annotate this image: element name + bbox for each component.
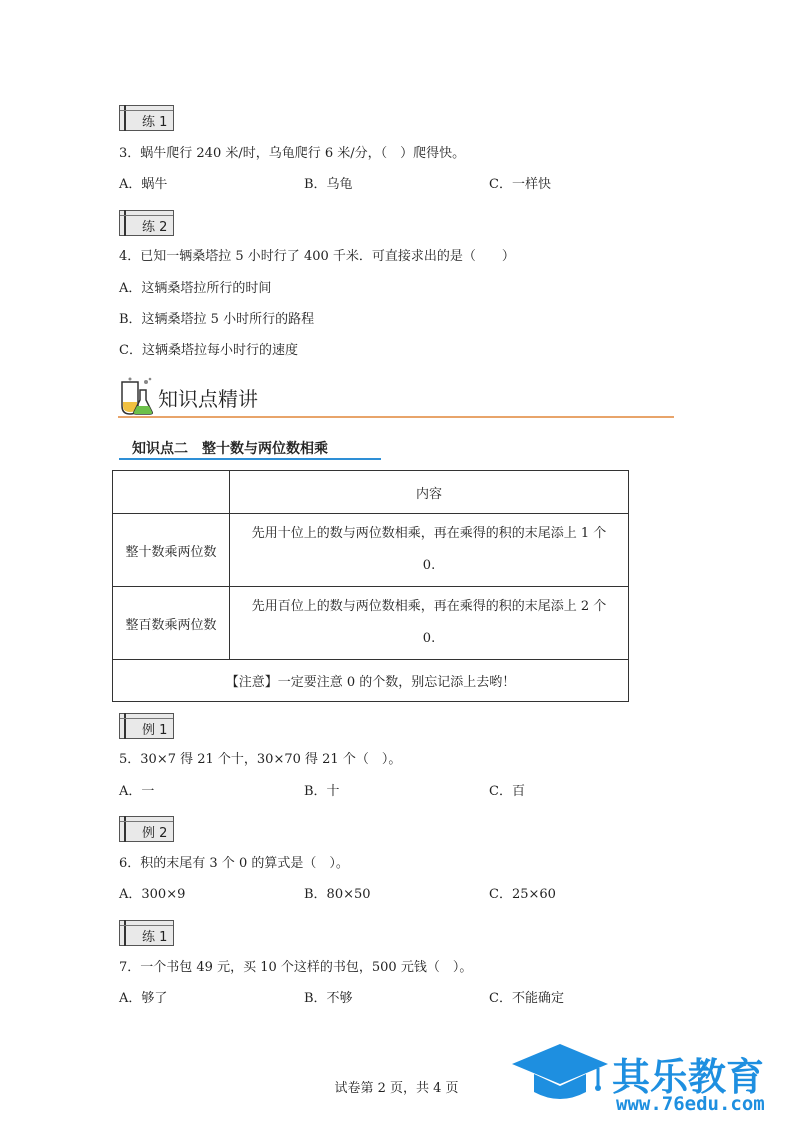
option-c: C．百 xyxy=(489,784,525,799)
practice-tag: 练 2 xyxy=(119,210,174,236)
question-3: 3．蜗牛爬行 240 米/时，乌龟爬行 6 米/分，（ ）爬得快。 xyxy=(119,146,466,161)
practice-tag: 练 1 xyxy=(119,920,174,946)
table-header-row xyxy=(113,471,629,514)
option-c: C．这辆桑塔拉每小时行的速度 xyxy=(119,343,298,358)
question-6: 6．积的末尾有 3 个 0 的算式是（ ）。 xyxy=(119,856,349,871)
option-a: A．300×9 xyxy=(119,887,186,902)
section-title: 知识点精讲 xyxy=(158,387,258,411)
option-c: C．25×60 xyxy=(489,887,556,902)
section-divider xyxy=(118,416,674,418)
brand-url: www.76edu.com xyxy=(616,1093,765,1115)
example-tag: 例 1 xyxy=(119,713,174,739)
example-tag: 例 2 xyxy=(119,816,174,842)
table-note-row xyxy=(113,660,629,702)
option-c: C．不能确定 xyxy=(489,991,564,1006)
table-header-cell: 内容 xyxy=(230,471,629,514)
option-a: A．这辆桑塔拉所行的时间 xyxy=(119,281,272,296)
subsection-title: 知识点二 整十数与两位数相乘 xyxy=(132,441,328,457)
option-b: B．80×50 xyxy=(304,887,371,902)
option-a: A．一 xyxy=(119,784,155,799)
question-5: 5．30×7 得 21 个十，30×70 得 21 个（ ）。 xyxy=(119,752,402,767)
row-label: 整百数乘两位数 xyxy=(113,587,230,660)
option-b: B．不够 xyxy=(304,991,353,1006)
table-row xyxy=(113,514,629,587)
question-4: 4．已知一辆桑塔拉 5 小时行了 400 千米．可直接求出的是（ ） xyxy=(119,249,515,264)
subsection-underline xyxy=(119,458,381,460)
brand-name: 其乐教育 xyxy=(612,1055,765,1099)
flask-icon xyxy=(118,376,156,420)
option-b: B．乌龟 xyxy=(304,177,353,192)
page-footer: 试卷第 2 页，共 4 页 xyxy=(334,1081,459,1096)
option-a: A．够了 xyxy=(119,991,168,1006)
option-b: B．十 xyxy=(304,784,340,799)
graduation-cap-icon xyxy=(510,1036,610,1110)
knowledge-table xyxy=(112,470,629,702)
option-a: A．蜗牛 xyxy=(119,177,168,192)
row-label: 整十数乘两位数 xyxy=(113,514,230,587)
question-7: 7．一个书包 49 元，买 10 个这样的书包，500 元钱（ ）。 xyxy=(119,960,473,975)
option-b: B．这辆桑塔拉 5 小时所行的路程 xyxy=(119,312,315,327)
option-c: C．一样快 xyxy=(489,177,551,192)
practice-tag: 练 1 xyxy=(119,105,174,131)
table-corner-cell xyxy=(113,471,230,514)
row-content: 先用十位上的数与两位数相乘，再在乘得的积的末尾添上 1 个 0. xyxy=(230,514,629,587)
table-note: 【注意】一定要注意 0 的个数，别忘记添上去哟！ xyxy=(113,660,629,702)
table-row xyxy=(113,587,629,660)
row-content: 先用百位上的数与两位数相乘，再在乘得的积的末尾添上 2 个 0. xyxy=(230,587,629,660)
